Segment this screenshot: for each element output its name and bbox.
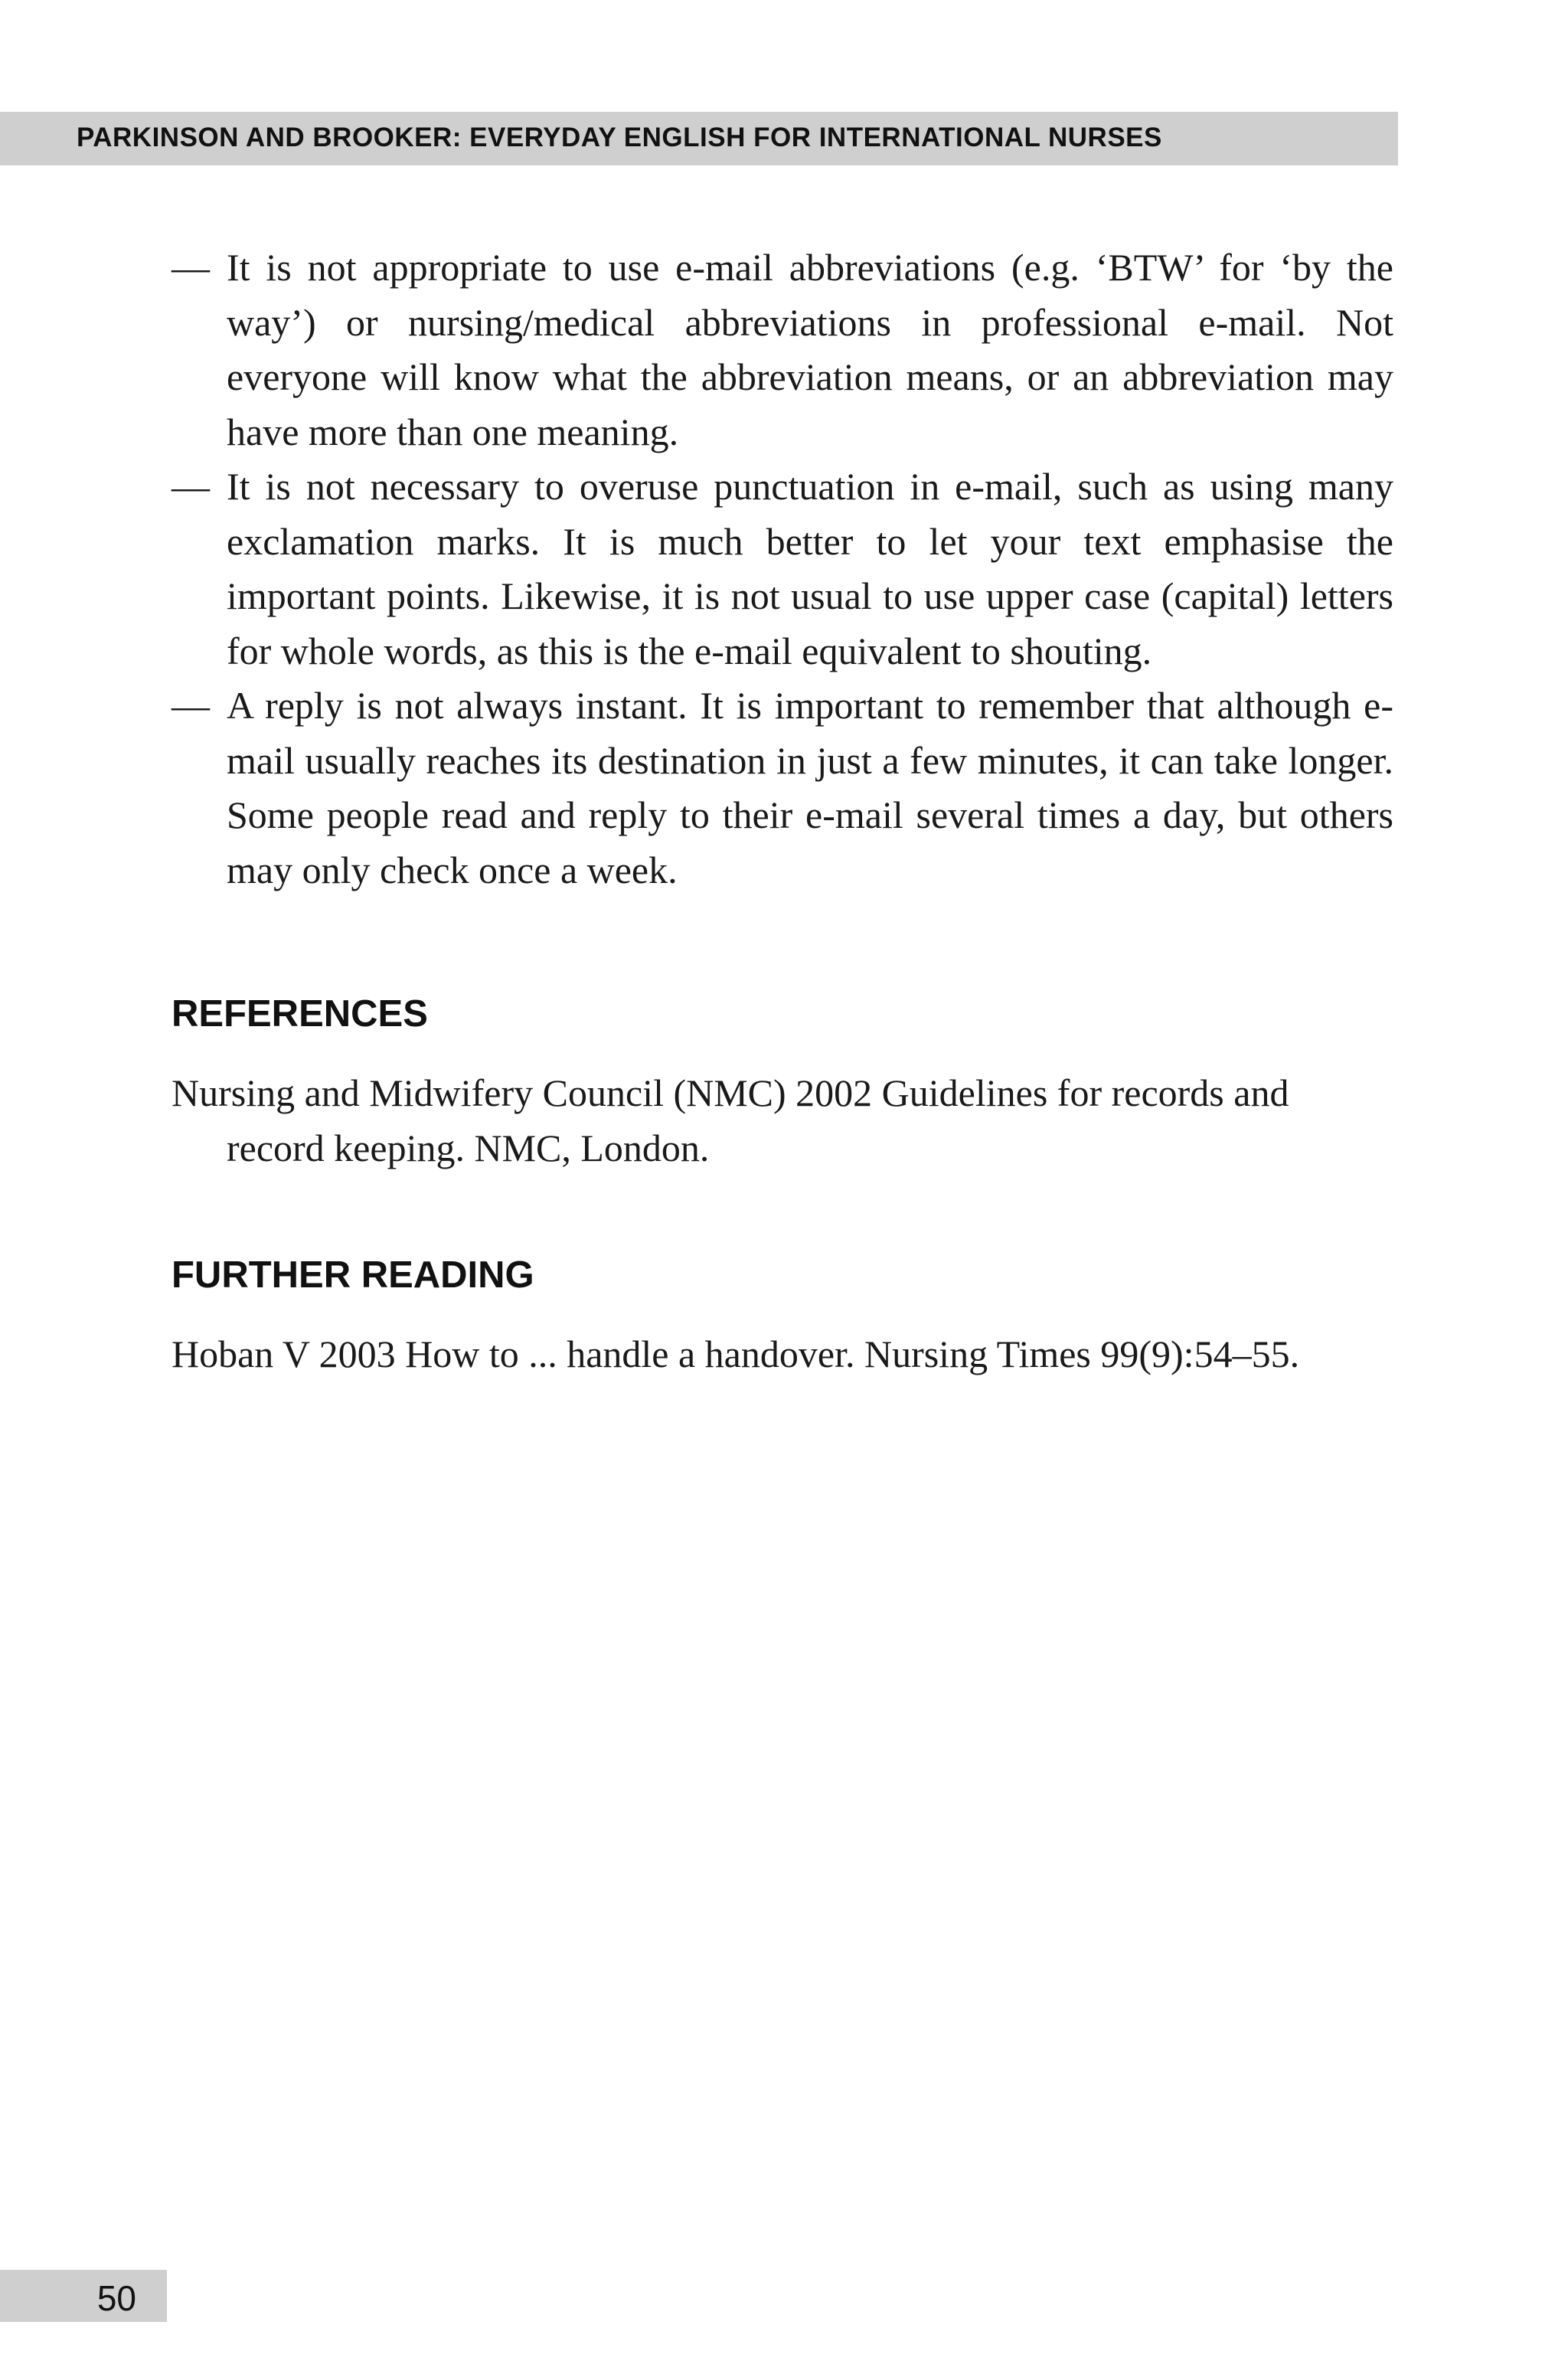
page-number-box — [0, 2270, 167, 2322]
bullet-item — [172, 459, 1393, 679]
references-heading: REFERENCES — [172, 993, 428, 1035]
reference-entry: Nursing and Midwifery Council (NMC) 2002 Guidelines for records and record keeping. NMC, London. — [172, 1071, 1289, 1169]
running-head — [0, 112, 1398, 165]
em-dash-bullet: — — [172, 465, 210, 508]
further-reading-entry: Hoban V 2003 How to ... handle a handover. Nursing Times 99(9):54–55. — [172, 1333, 1300, 1375]
page-body — [172, 240, 1393, 1382]
em-dash-bullet: — — [172, 246, 210, 289]
running-head-title: PARKINSON AND BROOKER: EVERYDAY ENGLISH FOR INTERNATIONAL NURSES — [77, 123, 1162, 152]
bullet-item — [172, 240, 1393, 459]
bullet-item — [172, 679, 1393, 898]
bullet-text: A reply is not always instant. It is important to remember that although e-mail usually reaches its destination in just a few minutes, it can take longer. Some people read and reply to their e-mail several times a day, but others may only check once a week. — [227, 684, 1393, 891]
bullet-text: It is not necessary to overuse punctuation in e-mail, such as using many exclamation marks. It is much better to let your text emphasise the important points. Likewise, it is not usual to use upper case (capital) letters for whole words, as this is the e-mail equivalent to shouting. — [227, 465, 1393, 672]
bullet-text: It is not appropriate to use e-mail abbreviations (e.g. ‘BTW’ for ‘by the way’) or nursing/medical abbreviations in professional e-mail. Not everyone will know what the abbreviation means, or an abbreviation may have more than one meaning. — [227, 246, 1393, 453]
page-number: 50 — [96, 2278, 136, 2318]
further-reading-heading: FURTHER READING — [172, 1254, 534, 1296]
em-dash-bullet: — — [172, 684, 210, 727]
